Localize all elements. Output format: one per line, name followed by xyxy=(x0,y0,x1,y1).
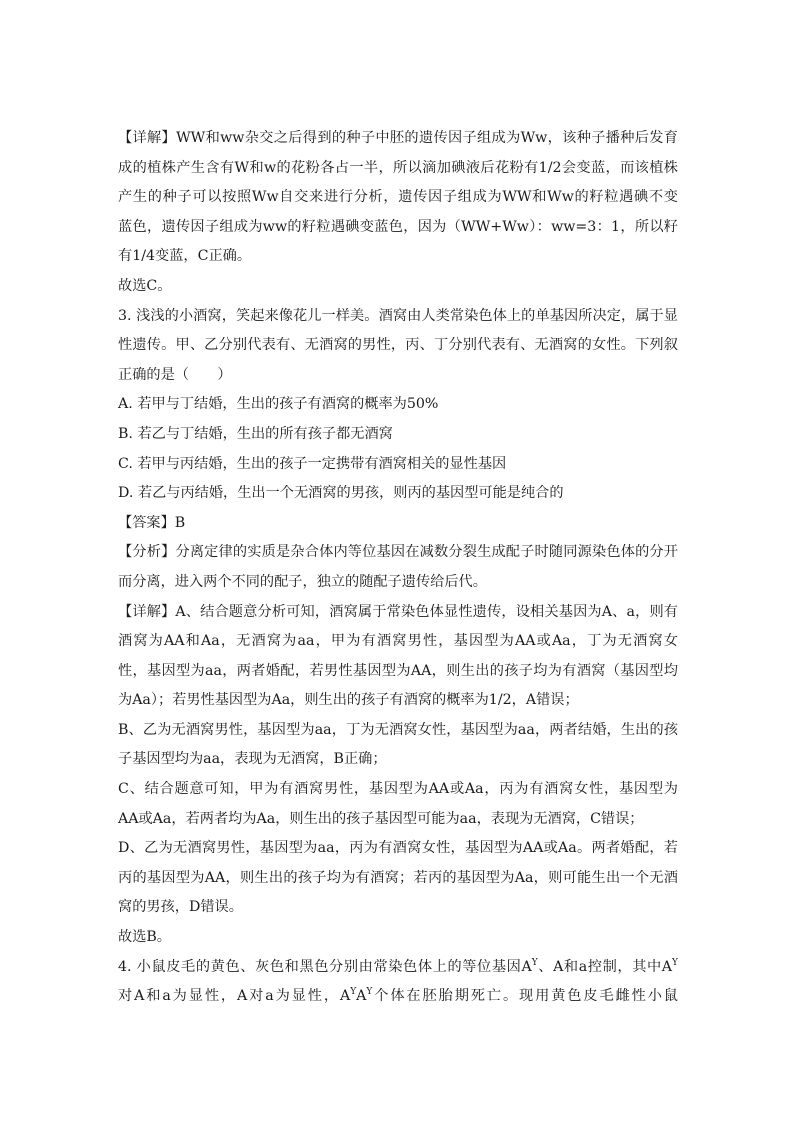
text-line: 为Aa）；若男性基因型为Aa，则生出的孩子有酒窝的概率为1/2，A错误； xyxy=(118,692,579,709)
detail-text: 【详解】A、结合题意分析可知，酒窝属于常染色体显性遗传，设相关基因为A、a，则有 xyxy=(118,603,678,620)
text-line: D、乙为无酒窝男性，基因型为aa，丙为有酒窝女性，基因型为AA或Aa。两者婚配，若 xyxy=(118,840,678,857)
text-span: 4. 小鼠皮毛的黄色、灰色和黑色分别由常染色体上的等位基因A xyxy=(118,958,532,975)
superscript: Y xyxy=(531,957,538,968)
text-line: 子基因型均为aa，表现为无酒窝，B正确； xyxy=(118,751,387,768)
text-line: 【详解】WW和ww杂交之后得到的种子中胚的遗传因子组成为Ww，该种子播种后发育 xyxy=(118,130,678,146)
superscript: Y xyxy=(366,987,373,998)
text-span: 对A和a为显性，A对a为显性，A xyxy=(118,988,351,1005)
superscript: Y xyxy=(350,987,357,998)
text-span: 、A和a控制，其中A xyxy=(537,958,673,975)
text-line: B、乙为无酒窝男性，基因型为aa，丁为无酒窝女性，基因型为aa，两者结婚，生出的孩 xyxy=(118,721,678,738)
analysis-text: 【分析】分离定律的实质是杂合体内等位基因在减数分裂生成配子时随同源染色体的分开 xyxy=(118,544,678,561)
superscript: Y xyxy=(672,957,678,968)
text-line: 故选C。 xyxy=(118,277,172,294)
text-line xyxy=(118,982,678,1012)
text-line: C、结合题意可知，甲为有酒窝男性，基因型为AA或Aa，丙为有酒窝女性，基因型为 xyxy=(118,781,678,798)
answer-label: 【答案】B xyxy=(118,514,186,531)
text-line: 故选B。 xyxy=(118,929,171,946)
document-page xyxy=(118,124,678,1012)
option-b: B. 若乙与丁结婚，生出的所有孩子都无酒窝 xyxy=(118,425,393,442)
text-line: 成的植株产生含有W和w的花粉各占一半，所以滴加碘液后花粉有1/2会变蓝，而该植株 xyxy=(118,159,678,176)
option-d: D. 若乙与丙结婚，生出一个无酒窝的男孩，则丙的基因型可能是纯合的 xyxy=(118,485,564,502)
option-c: C. 若甲与丙结婚，生出的孩子一定携带有酒窝相关的显性基因 xyxy=(118,455,507,472)
text-line: 酒窝为AA和Aa，无酒窝为aa，甲为有酒窝男性，基因型为AA或Aa，丁为无酒窝女 xyxy=(118,633,678,650)
text-span: 个体在胚胎期死亡。现用黄色皮毛雌性小鼠 xyxy=(372,988,678,1005)
option-a: A. 若甲与丁结婚，生出的孩子有酒窝的概率为50% xyxy=(118,396,439,413)
text-line: 窝的男孩，D错误。 xyxy=(118,899,243,916)
text-line: 性遗传。甲、乙分别代表有、无酒窝的男性，丙、丁分别代表有、无酒窝的女性。下列叙 xyxy=(118,337,678,354)
question-4-stem xyxy=(118,953,678,983)
text-line: AA或Aa，若两者均为Aa，则生出的孩子基因型可能为aa，表现为无酒窝，C错误； xyxy=(118,810,644,827)
text-line: 性，基因型为aa，两者婚配，若男性基因型为AA，则生出的孩子均为有酒窝（基因型均 xyxy=(118,662,678,679)
question-3-stem: 3. 浅浅的小酒窝，笑起来像花儿一样美。酒窝由人类常染色体上的单基因所决定，属于显 xyxy=(118,307,678,324)
text-line: 蓝色，遗传因子组成为ww的籽粒遇碘变蓝色，因为（WW+Ww）：ww=3：1，所以籽 xyxy=(118,218,678,235)
text-span: A xyxy=(356,988,367,1005)
text-line: 有1/4变蓝，C正确。 xyxy=(118,248,252,265)
text-line: 而分离，进入两个不同的配子，独立的随配子遗传给后代。 xyxy=(118,573,487,590)
text-line: 产生的种子可以按照Ww自交来进行分析，遗传因子组成为WW和Ww的籽粒遇碘不变 xyxy=(118,189,678,206)
text-line: 丙的基因型为AA，则生出的孩子均为有酒窝；若丙的基因型为Aa，则可能生出一个无酒 xyxy=(118,869,678,886)
text-line: 正确的是（ ） xyxy=(118,366,232,383)
